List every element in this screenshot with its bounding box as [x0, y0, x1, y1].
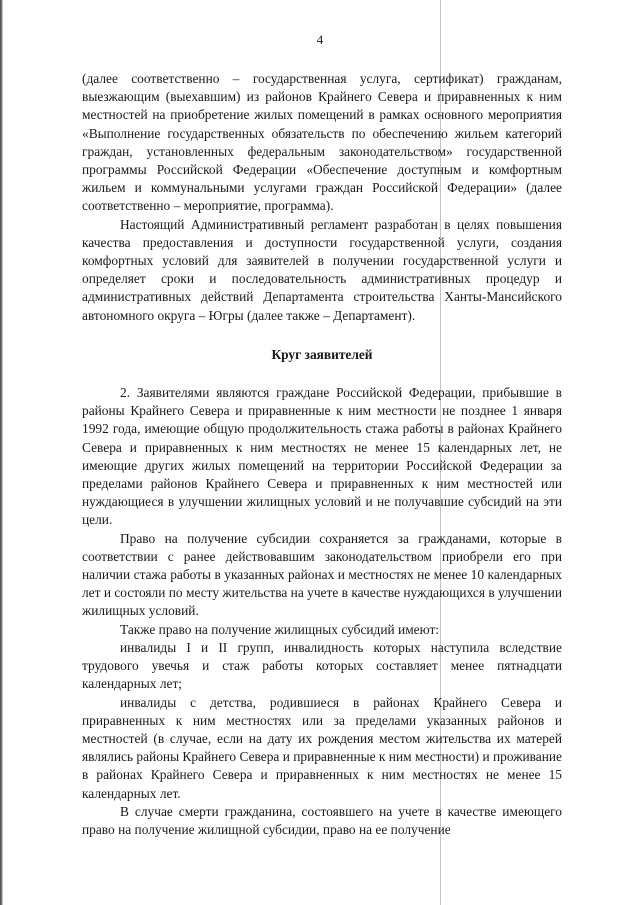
scan-edge: [0, 0, 3, 905]
paragraph-also-right: Также право на получение жилищных субсидий имеют:: [120, 621, 440, 637]
paragraph-applicants: 2. Заявителями являются граждане Российской Федерации, прибывшие в районы Крайнего Севера и приравненные к ним местности не позднее 1 января 1992 года, имеющие общую продолжительность стажа работы в районах Крайнего Севера и приравненных к ним местностях не менее 15 календарных лет, не имеющие других жилых помещений на территории Российской Федерации за пределами районов Крайнего Севера и приравненных к ним местностей или нуждающиеся в улучшении жилищных условий и не получавшие субсидий на эти цели.: [82, 385, 562, 528]
page-number: 4: [316, 32, 324, 47]
document-body: [82, 70, 562, 839]
section-heading: Круг заявителей: [271, 346, 373, 362]
paragraph-regulation-purpose: Настоящий Административный регламент разработан в целях повышения качества предоставления и доступности государственной услуги, создания комфортных условий для заявителей в получении государственной услуги и определяет сроки и последовательность административных процедур и административных действий Департамента строительства Ханты-Мансийского автономного округа – Югры (далее также – Департамент).: [82, 216, 562, 323]
paragraph-subsidy-right: Право на получение субсидии сохраняется за гражданами, которые в соответствии с ранее действовавшим законодательством приобрели его при наличии стажа работы в указанных районах и местностях не менее 10 календарных лет и состояли по месту жительства на учете в качестве нуждающихся в улучшении жилищных условий.: [82, 530, 562, 619]
paragraph-death-case: В случае смерти гражданина, состоявшего на учете в качестве имеющего право на получение жилищной субсидии, право на ее получение: [82, 803, 562, 837]
paragraph-disabled-childhood: инвалиды с детства, родившиеся в районах Крайнего Севера и приравненных к ним местностях или за пределами указанных районов и местностей (в случае, если на дату их рождения местом жительства их матерей являлись районы Крайнего Севера и приравненные к ним местности) и проживание в районах Крайнего Севера и приравненных к ним местностях не менее 15 календарных лет.: [82, 694, 562, 801]
paragraph-continuation: (далее соответственно – государственная услуга, сертификат) гражданам, выезжающим (выехавшим) из районов Крайнего Севера и приравненных к ним местностей на приобретение жилых помещений в рамках основного мероприятия «Выполнение государственных обязательств по обеспечению жильем категорий граждан, установленных федеральным законодательством» государственной программы Российской Федерации «Обеспечение доступным и комфортным жильем и коммунальными услугами граждан Российской Федерации» (далее соответственно – мероприятие, программа).: [82, 71, 562, 214]
paragraph-disabled-groups: инвалиды I и II групп, инвалидность которых наступила вследствие трудового увечья и стаж работы которых составляет менее пятнадцати календарных лет;: [82, 639, 562, 692]
